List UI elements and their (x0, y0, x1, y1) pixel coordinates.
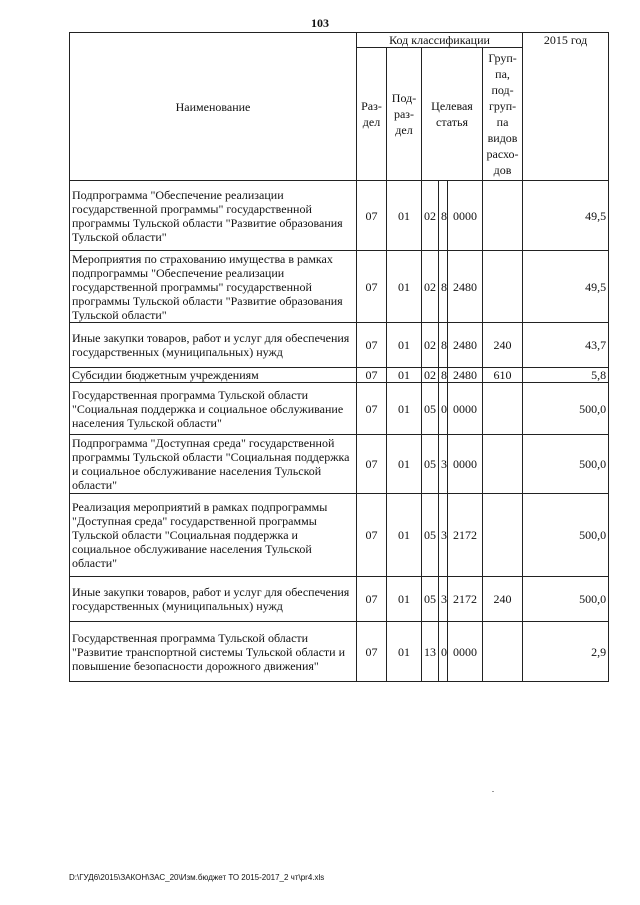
row-target-program: 05 (422, 494, 439, 577)
row-name: Подпрограмма "Обеспечение реализации государственной программы" государственной программы Тульской области "Развитие образования Тульской области" (70, 181, 357, 251)
table-row (70, 383, 609, 435)
row-expense-group (483, 494, 523, 577)
row-expense-group (483, 622, 523, 682)
scan-speck (492, 791, 494, 792)
header-section: Раз- дел (357, 48, 387, 181)
row-target-program: 05 (422, 577, 439, 622)
table-row (70, 577, 609, 622)
row-section: 07 (357, 323, 387, 368)
header-year: 2015 год (523, 33, 609, 181)
table-row (70, 435, 609, 494)
row-subsection: 01 (387, 181, 422, 251)
row-target-program: 02 (422, 181, 439, 251)
table-row (70, 181, 609, 251)
header-code: Код классификации (357, 33, 523, 48)
row-target-direction: 2172 (448, 577, 483, 622)
row-subsection: 01 (387, 368, 422, 383)
row-amount: 2,9 (523, 622, 609, 682)
row-amount: 43,7 (523, 323, 609, 368)
page-number: 103 (311, 16, 329, 30)
budget-table (69, 32, 609, 682)
row-amount: 500,0 (523, 435, 609, 494)
row-subsection: 01 (387, 622, 422, 682)
table-row (70, 622, 609, 682)
row-section: 07 (357, 368, 387, 383)
row-name: Государственная программа Тульской области "Развитие транспортной системы Тульской области и повышение безопасности дорожного движения" (70, 622, 357, 682)
row-section: 07 (357, 435, 387, 494)
row-subsection: 01 (387, 251, 422, 323)
row-expense-group (483, 181, 523, 251)
row-expense-group: 240 (483, 323, 523, 368)
row-target-program: 05 (422, 435, 439, 494)
row-target-subprogram: 3 (439, 494, 448, 577)
header-subsection: Под- раз- дел (387, 48, 422, 181)
row-target-subprogram: 8 (439, 181, 448, 251)
row-name: Субсидии бюджетным учреждениям (70, 368, 357, 383)
row-target-direction: 2480 (448, 323, 483, 368)
table-row (70, 323, 609, 368)
row-target-direction: 2480 (448, 251, 483, 323)
row-target-program: 13 (422, 622, 439, 682)
row-name: Государственная программа Тульской области "Социальная поддержка и социальное обслуживание населения Тульской области" (70, 383, 357, 435)
row-section: 07 (357, 577, 387, 622)
row-expense-group: 610 (483, 368, 523, 383)
table-row (70, 368, 609, 383)
row-target-subprogram: 0 (439, 622, 448, 682)
header-name: Наименование (70, 33, 357, 181)
row-expense-group (483, 383, 523, 435)
row-subsection: 01 (387, 494, 422, 577)
row-target-direction: 0000 (448, 435, 483, 494)
row-amount: 500,0 (523, 577, 609, 622)
row-target-program: 05 (422, 383, 439, 435)
row-amount: 5,8 (523, 368, 609, 383)
row-target-direction: 0000 (448, 383, 483, 435)
footer-file-path: D:\ГУД6\2015\ЗАКОН\ЗАС_20\Изм.бюджет ТО 2015-2017_2 чт\pr4.xls (69, 873, 325, 882)
row-section: 07 (357, 622, 387, 682)
row-section: 07 (357, 251, 387, 323)
table-row (70, 251, 609, 323)
row-target-program: 02 (422, 251, 439, 323)
row-target-subprogram: 8 (439, 323, 448, 368)
row-subsection: 01 (387, 383, 422, 435)
row-target-subprogram: 8 (439, 368, 448, 383)
row-subsection: 01 (387, 323, 422, 368)
row-target-subprogram: 8 (439, 251, 448, 323)
row-name: Подпрограмма "Доступная среда" государственной программы Тульской области "Социальная поддержка и социальное обслуживание населения Тульской области" (70, 435, 357, 494)
header-target-article: Целевая статья (422, 48, 483, 181)
row-target-program: 02 (422, 323, 439, 368)
row-target-subprogram: 0 (439, 383, 448, 435)
row-expense-group (483, 435, 523, 494)
row-section: 07 (357, 494, 387, 577)
table-row (70, 494, 609, 577)
row-target-subprogram: 3 (439, 435, 448, 494)
row-amount: 500,0 (523, 383, 609, 435)
row-section: 07 (357, 383, 387, 435)
row-amount: 49,5 (523, 181, 609, 251)
row-target-program: 02 (422, 368, 439, 383)
row-subsection: 01 (387, 435, 422, 494)
row-target-subprogram: 3 (439, 577, 448, 622)
row-name: Мероприятия по страхованию имущества в рамках подпрограммы "Обеспечение реализации государственной программы" государственной программы Тульской области "Развитие образования Тульской области" (70, 251, 357, 323)
row-amount: 49,5 (523, 251, 609, 323)
row-target-direction: 2480 (448, 368, 483, 383)
row-name: Иные закупки товаров, работ и услуг для обеспечения государственных (муниципальных) нужд (70, 577, 357, 622)
row-name: Реализация мероприятий в рамках подпрограммы "Доступная среда" государственной программы Тульской области "Социальная поддержка и социальное обслуживание населения Тульской области" (70, 494, 357, 577)
row-expense-group (483, 251, 523, 323)
row-target-direction: 0000 (448, 622, 483, 682)
row-target-direction: 0000 (448, 181, 483, 251)
row-name: Иные закупки товаров, работ и услуг для обеспечения государственных (муниципальных) нужд (70, 323, 357, 368)
row-amount: 500,0 (523, 494, 609, 577)
header-expense-group: Груп- па, под- груп- па видов расхо- дов (483, 48, 523, 181)
row-target-direction: 2172 (448, 494, 483, 577)
row-expense-group: 240 (483, 577, 523, 622)
row-section: 07 (357, 181, 387, 251)
row-subsection: 01 (387, 577, 422, 622)
